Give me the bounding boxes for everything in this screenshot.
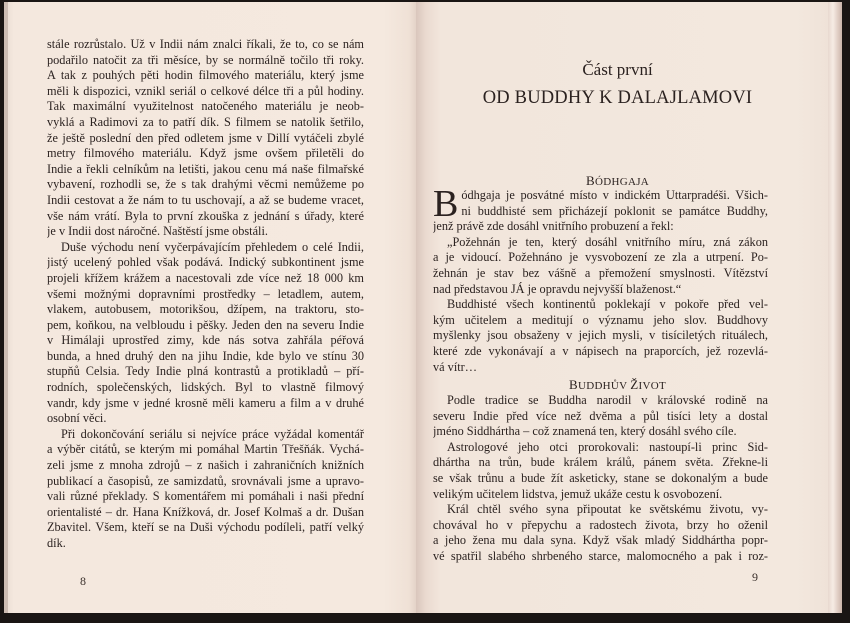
- text-line: Při dokončování seriálu si nejvíce práce vyžádal komentář: [61, 426, 364, 441]
- text-line: v Himálaji uprostřed zimy, kde nás sotva zahřála péřová: [47, 333, 364, 348]
- left-page-body: [47, 37, 364, 552]
- text-line: severu Indie před více než dvěma a půl tisíci lety a dostal: [433, 408, 768, 423]
- text-line: publikací a časopisů, ze samizdatů, srovnávali jsme a upravo-: [47, 473, 364, 488]
- text-line: Duše východu není vyčerpávajícím přehledem o celé Indii,: [61, 239, 364, 254]
- text-line: bunda, a hned druhý den na jihu Indie, kde bylo ve stínu 30: [47, 348, 364, 363]
- text-line: Zbavitel. Všem, kteří se na Duši východu podíleli, patří velký: [47, 520, 364, 535]
- text-line: dhártha na trůn, bude králem králů, pánem světa. Zřekne-li: [433, 455, 768, 470]
- text-line: chovával ho v přepychu a radostech života, brzy ho oženil: [433, 517, 768, 532]
- text-line: velikým učitelem lidstva, jemuž ukáže cestu k osvobození.: [433, 486, 723, 501]
- text-line: Buddhisté všech kontinentů poklekají v pokoře před vel-: [447, 297, 768, 312]
- drop-cap: B: [433, 183, 459, 225]
- text-line: že ještě poslední den před odletem jsme v Dillí vytáčeli zbylé: [47, 130, 364, 145]
- right-page-number: 9: [752, 570, 758, 584]
- text-line: se však trůnu a bude žít asketicky, stane se dokonalým a bude: [433, 470, 768, 485]
- text-line: stupňů Celsia. Tedy Indie plná kontrastů a protikladů – pří-: [47, 364, 364, 379]
- text-line: stále rozrůstalo. Už v Indii nám znalci říkali, že to, co se nám: [47, 37, 364, 51]
- section-heading-cap: B: [568, 377, 578, 392]
- text-line: Král chtěl svého syna připoutat ke světskému životu, vy-: [447, 502, 768, 517]
- text-line: které zde vykonávají a v nápisech na praporcích, jež rozevlá-: [433, 343, 768, 358]
- part-title: OD BUDDHY K DALAJLAMOVI: [482, 88, 753, 108]
- text-line: Tak maximální využitelnost natočeného materiálu je neob-: [47, 99, 364, 114]
- book-edge-left: [4, 2, 8, 613]
- text-line: A tak z pouhých pěti hodin filmového materiálu, který jsme: [47, 68, 364, 83]
- text-line: jenž právě zde dosáhl vnitřního probuzení a řekl:: [433, 219, 674, 234]
- text-line: žehnán je stav bez vášně a přemožení smyslnosti. Vítězství: [433, 265, 768, 280]
- part-label: Část první: [582, 60, 653, 79]
- text-line: je v Indii dost náročné. Naštěstí jsme obstáli.: [47, 224, 268, 239]
- text-line: vybavení, rozhodli se, že s tak drahými věcmi nemůžeme po: [47, 177, 364, 192]
- section-heading-rest: ÓDHGAJA: [594, 176, 650, 188]
- text-line: a je vidoucí. Požehnáno je vysvobození ze zla a utrpení. Po-: [433, 250, 768, 265]
- text-line: nad představou JÁ je opravdu nejvyšší blaženost.“: [433, 281, 682, 296]
- text-line: a jeho žena mu dala syna. Když však mladý Siddhártha popr-: [433, 533, 768, 548]
- text-line: vlakem, autobusem, motorikšou, džípem, na traktoru, sto-: [47, 302, 364, 317]
- book-edge-right: [828, 2, 842, 613]
- text-line: kým učitelem a meditují o významu jeho slov. Buddhovy: [433, 312, 768, 327]
- section-heading-bodhgaja: [420, 173, 815, 189]
- text-line: metry filmového materiálu. Když jsme ovšem přiletěli do: [47, 146, 364, 161]
- text-line: měli k dispozici, vznikl seriál o celkové délce tři a půl hodiny.: [47, 83, 364, 98]
- text-line: vali různé překlady. S komentářem mi pomáhali i naši přední: [47, 489, 364, 504]
- section-heading-rest2: IVOT: [638, 380, 667, 392]
- text-line: orientalisté – dr. Hana Knížková, dr. Josef Kolmaš a dr. Dušan: [47, 504, 364, 519]
- section-body-bodhgaja: [433, 183, 768, 375]
- text-line: Astrologové jeho otci prorokovali: nastoupí-li princ Sid-: [447, 439, 768, 454]
- text-line: projeli křížem krážem a nacestovali zde více než 18 000 km: [47, 270, 364, 285]
- text-line: a výběr citátů, se kterým mi pomáhal Martin Třešňák. Vychá-: [47, 442, 364, 457]
- text-line: ódhgaja je posvátné místo v indickém Uttarpradéši. Všich-: [461, 188, 768, 202]
- text-line: vá vítr…: [433, 359, 478, 374]
- text-line: pem, koňkou, na velbloudu i pěšky. Jeden den na severu Indie: [47, 317, 364, 332]
- text-line: jméno Siddhártha – což znamená ten, který dosáhl svého cíle.: [433, 424, 737, 439]
- text-line: všemi možnými dopravními prostředky – letadlem, autem,: [47, 286, 364, 301]
- text-line: „Požehnán je ten, který dosáhl vnitřního míru, zná zákon: [447, 234, 768, 249]
- text-line: jistý ucelený pohled však podává. Indický subkontinent jsme: [47, 255, 364, 270]
- text-line: ni buddhisté sem přicházejí poklonit se památce Buddhy,: [461, 203, 768, 218]
- text-line: vandr, kdy jsme v jedné krosně měli kameru a film a v druhé: [47, 395, 364, 410]
- text-line: vše nám vrátí. Byla to první zkouška z jednání s úřady, které: [47, 208, 364, 223]
- text-line: osobní věci.: [47, 411, 107, 426]
- section-heading-buddhuv-zivot: [420, 377, 815, 393]
- text-line: Podle tradice se Buddha narodil v královské rodině na: [447, 393, 768, 407]
- section-heading-rest: UDDHŮV: [577, 380, 631, 392]
- text-line: vé spatřil slabého shrbeného starce, malomocného a pak i roz-: [433, 548, 768, 563]
- text-line: rodních, společenských, lidských. Byl to vlastně filmový: [47, 380, 364, 395]
- text-line: Indie a řekli celníkům na letišti, jakou cenu má naše filmařské: [47, 161, 364, 176]
- text-line: Indii cestovat a že nám to tu uschovají, a až se budeme vracet,: [47, 192, 364, 207]
- text-line: dík.: [47, 536, 66, 550]
- section-heading-cap2: Ž: [630, 377, 639, 392]
- left-page-number: 8: [80, 574, 86, 588]
- section-heading-cap: B: [585, 173, 595, 188]
- section-body-buddhuv-zivot: [433, 393, 768, 565]
- text-line: zeli jsme z mnoha zdrojů – z našich i zahraničních knižních: [47, 458, 364, 473]
- text-line: vyklá a Radimovi za to patří dík. S filmem se natolik šetřilo,: [47, 114, 364, 129]
- text-line: myšlenky jsou obsaženy v jejich mysli, v tisíciletých rituálech,: [433, 328, 768, 343]
- text-line: podařilo natočit za tři měsíce, by se normálně točilo tři roky.: [47, 52, 364, 67]
